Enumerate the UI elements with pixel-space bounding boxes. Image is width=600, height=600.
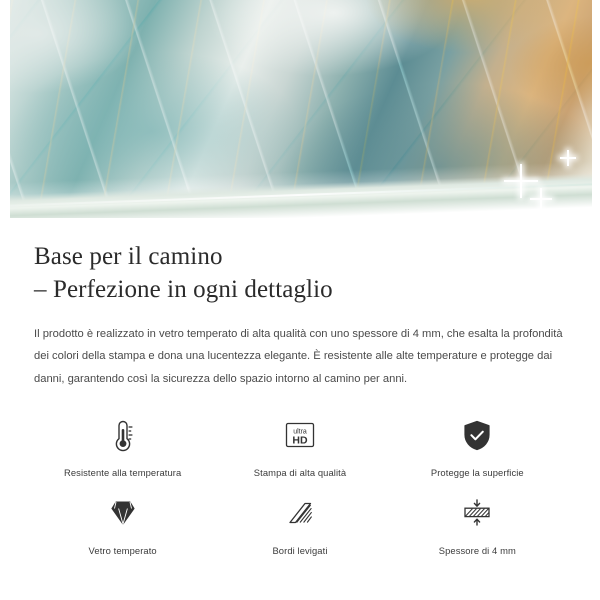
description-paragraph: Il prodotto è realizzato in vetro temperato di alta qualità con uno spessore di 4 mm, che esalta la profondità dei colori della stampa e dona una lucentezza elegante. È resistente alle alte temperature e protegge dai danni, garantendo così la sicurezza dello spazio intorno al camino per anni. <box>34 327 563 385</box>
feature-item-polished-edges <box>212 490 388 556</box>
marble-artwork-base <box>0 0 600 218</box>
feature-label: Stampa di alta qualità <box>253 466 347 478</box>
marble-artwork-veins <box>0 0 600 218</box>
shield-check-icon <box>454 412 500 458</box>
feature-label: Resistente alla temperatura <box>63 466 182 478</box>
feature-label: Bordi levigati <box>272 544 328 556</box>
thickness-icon <box>454 490 500 536</box>
content-area <box>0 240 600 556</box>
thermometer-icon <box>100 412 146 458</box>
svg-text:ultra: ultra <box>293 428 307 436</box>
ultra-hd-icon <box>277 412 323 458</box>
feature-list <box>34 412 566 556</box>
hero-right-margin <box>592 0 600 218</box>
feature-item-tempered-glass <box>35 490 211 556</box>
page-title <box>34 240 566 306</box>
feature-label: Spessore di 4 mm <box>438 544 516 556</box>
feature-item-surface-protection <box>389 412 565 478</box>
diamond-icon <box>100 490 146 536</box>
headline-line-1: Base per il camino <box>34 243 223 270</box>
hero-left-margin <box>0 0 10 218</box>
feature-item-print-quality <box>212 412 388 478</box>
polished-edges-icon <box>277 490 323 536</box>
svg-text:HD: HD <box>292 434 308 447</box>
feature-label: Vetro temperato <box>88 544 157 556</box>
headline-line-2: – Perfezione in ogni dettaglio <box>34 276 333 303</box>
feature-item-thickness <box>389 490 565 556</box>
hero-product-image <box>0 0 600 218</box>
feature-item-temperature <box>35 412 211 478</box>
feature-label: Protegge la superficie <box>430 466 524 478</box>
